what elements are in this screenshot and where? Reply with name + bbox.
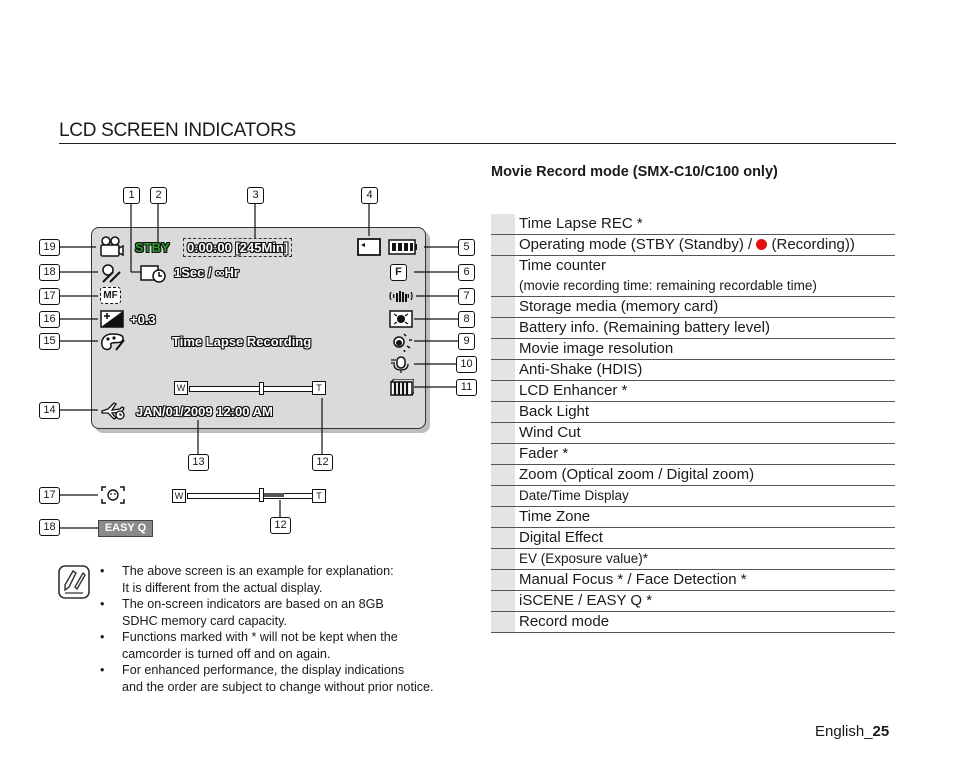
note-line: It is different from the actual display. (122, 580, 323, 595)
indicator-text: Time Lapse REC * (519, 215, 643, 232)
interval-label: 1Sec / ∞Hr (174, 265, 239, 280)
note-line: Functions marked with * will not be kept when the (122, 630, 398, 644)
indicator-text: Anti-Shake (HDIS) (519, 361, 643, 378)
resolution-badge-text: F (395, 266, 402, 278)
footer-language: English_ (815, 723, 873, 740)
zoom-w-label: W (174, 381, 188, 395)
bullet: • (100, 663, 105, 677)
datetime-label: JAN/01/2009 12:00 AM (136, 404, 273, 419)
bullet: • (100, 564, 105, 578)
indicator-text-part: Operating mode (STBY (Standby) / (519, 236, 757, 253)
indicator-text: Time Zone (519, 508, 591, 525)
indicator-text: Back Light (519, 403, 590, 420)
callout-8: 8 (458, 311, 475, 328)
ev-value: +0.3 (130, 312, 156, 327)
callout-1: 1 (123, 187, 140, 204)
callout-18b: 18 (39, 519, 60, 536)
indicator-text: Battery info. (Remaining battery level) (519, 319, 770, 336)
easy-q-badge: EASY Q (98, 520, 153, 537)
callout-3: 3 (247, 187, 264, 204)
callout-17: 17 (39, 288, 60, 305)
note-item (100, 662, 480, 695)
indicator-text: Wind Cut (519, 424, 581, 441)
note-item (100, 563, 480, 596)
mode-title: Movie Record mode (SMX-C10/C100 only) (491, 164, 778, 180)
callout-5: 5 (458, 239, 475, 256)
page-number: 25 (872, 723, 890, 740)
bullet: • (100, 630, 105, 644)
indicator-text: Storage media (memory card) (519, 298, 719, 315)
callout-17b: 17 (39, 487, 60, 504)
note-item (100, 629, 480, 662)
page-footer (815, 723, 889, 740)
indicator-text: Manual Focus * / Face Detection * (519, 571, 747, 588)
indicator-text: Record mode (519, 613, 610, 630)
indicator-text: (movie recording time: remaining recordable time) (519, 278, 817, 293)
callout-12b: 12 (270, 517, 291, 534)
effect-caption: Time Lapse Recording (172, 334, 312, 349)
note-line: The above screen is an example for explanation: (122, 564, 394, 578)
time-counter: 0:00:00 [245Min] (183, 238, 292, 257)
callout-9: 9 (458, 333, 475, 350)
callout-16: 16 (39, 311, 60, 328)
callout-2: 2 (150, 187, 167, 204)
note-line: camcorder is turned off and on again. (122, 646, 331, 661)
indicator-text: Movie image resolution (519, 340, 674, 357)
callout-7: 7 (458, 288, 475, 305)
callout-14: 14 (39, 402, 60, 419)
zoom2-w-label: W (172, 489, 186, 503)
indicator-text: LCD Enhancer * (519, 382, 628, 399)
callout-6: 6 (458, 264, 475, 281)
indicator-text: Digital Effect (519, 529, 603, 546)
indicator-text: Zoom (Optical zoom / Digital zoom) (519, 466, 755, 483)
indicator-text: Time counter (519, 257, 606, 274)
callout-11: 11 (456, 379, 477, 396)
indicator-text: iSCENE / EASY Q * (519, 592, 653, 609)
callout-15: 15 (39, 333, 60, 350)
indicator-text-part: (Recording)) (767, 236, 855, 253)
note-line: and the order are subject to change without prior notice. (122, 679, 434, 694)
indicator-text: Fader * (519, 445, 569, 462)
stby-label: STBY (135, 240, 170, 255)
indicator-text: Date/Time Display (519, 488, 629, 503)
callout-4: 4 (361, 187, 378, 204)
callout-13: 13 (188, 454, 209, 471)
callout-18: 18 (39, 264, 60, 281)
indicator-text: EV (Exposure value)* (519, 551, 649, 566)
zoom2-t-label: T (312, 489, 326, 503)
callout-19: 19 (39, 239, 60, 256)
zoom-t-label: T (312, 381, 326, 395)
mf-badge-text: MF (103, 290, 118, 301)
section-title: LCD SCREEN INDICATORS (59, 120, 296, 141)
note-line: For enhanced performance, the display indications (122, 663, 405, 677)
note-line: SDHC memory card capacity. (122, 613, 287, 628)
note-line: The on-screen indicators are based on an 8GB (122, 597, 384, 611)
note-icon (58, 565, 90, 604)
callout-10: 10 (456, 356, 477, 373)
bullet: • (100, 597, 105, 611)
callout-12: 12 (312, 454, 333, 471)
note-item (100, 596, 480, 629)
notes-list (100, 563, 480, 695)
